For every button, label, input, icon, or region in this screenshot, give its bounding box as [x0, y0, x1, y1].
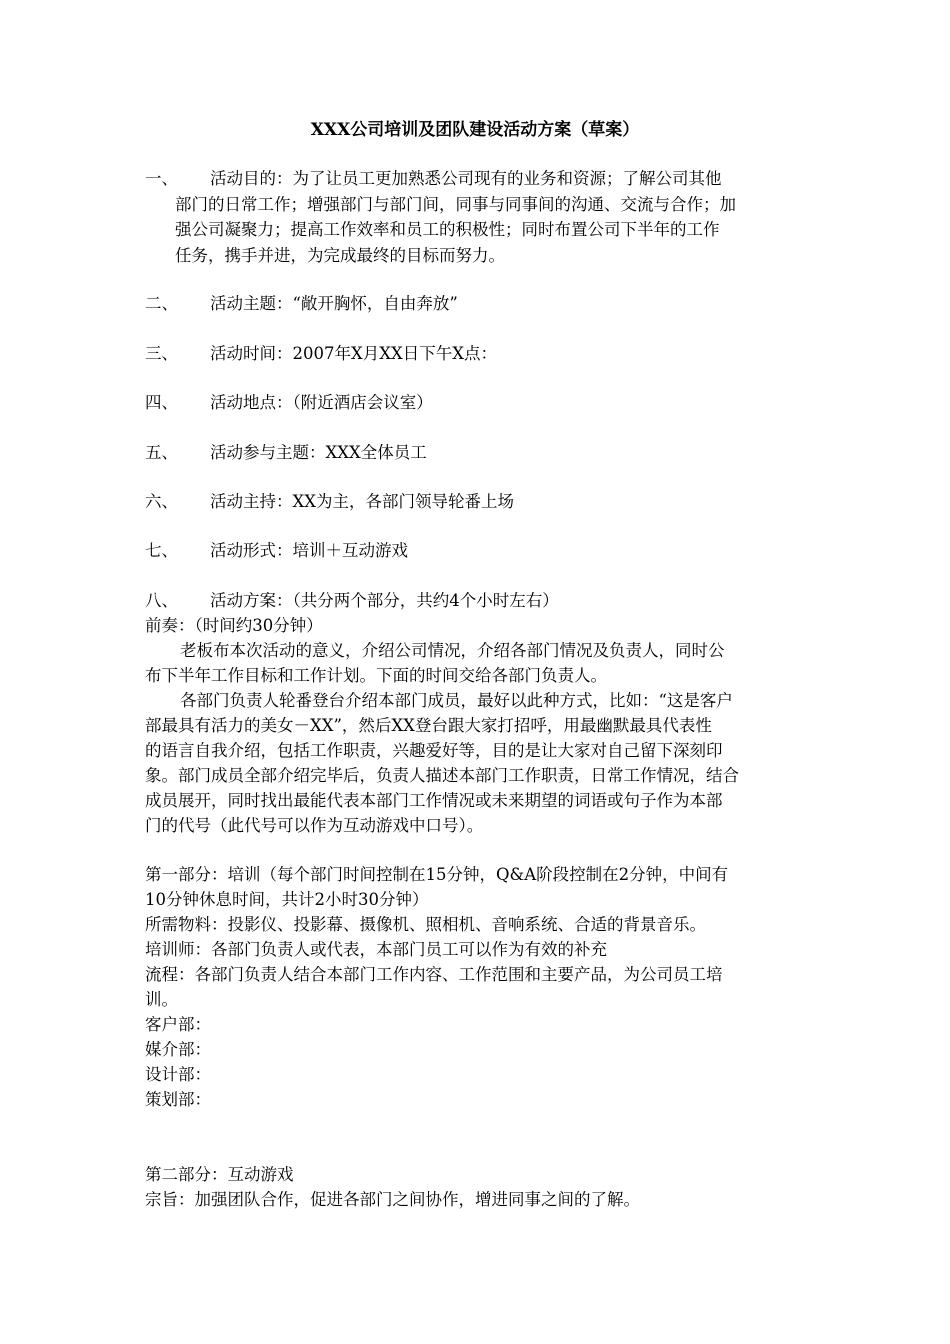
section-number: 八、 — [145, 591, 178, 610]
part2-purpose: 宗旨：加强团队合作，促进各部门之间协作，增进同事之间的了解。 — [145, 1190, 640, 1209]
prelude-paragraph-line: 成员展开，同时找出最能代表本部门工作情况或未来期望的词语或句子作为本部 — [145, 791, 723, 810]
part1-heading: 10分钟休息时间，共计2小时30分钟） — [145, 890, 429, 909]
section-text: 活动方案：（共分两个部分，共约4个小时左右） — [210, 591, 559, 610]
section-number: 四、 — [145, 393, 178, 412]
department-item: 媒介部： — [145, 1040, 211, 1059]
section-text: 活动参与主题：XXX全体员工 — [210, 443, 427, 462]
section-3 — [145, 341, 810, 367]
prelude-heading: 前奏：（时间约30分钟） — [145, 616, 323, 635]
section-7 — [145, 538, 810, 564]
section-number: 五、 — [145, 443, 178, 462]
part1-heading: 第一部分：培训（每个部门时间控制在15分钟，Q&A阶段控制在2分钟，中间有 — [145, 865, 729, 884]
section-2 — [145, 291, 810, 317]
part1-trainer: 培训师：各部门负责人或代表，本部门员工可以作为有效的补充 — [145, 940, 607, 959]
section-text: 活动主题：“敞开胸怀，自由奔放” — [210, 294, 458, 313]
section-6 — [145, 489, 810, 515]
prelude-paragraph-line: 老板布本次活动的意义，介绍公司情况，介绍各部门情况及负责人，同时公 — [180, 641, 725, 660]
prelude-paragraph-line: 门的代号（此代号可以作为互动游戏中口号）。 — [145, 816, 484, 835]
section-number: 三、 — [145, 344, 178, 363]
section-text: 活动主持：XX为主，各部门领导轮番上场 — [210, 492, 514, 511]
department-item: 设计部： — [145, 1065, 211, 1084]
part1-materials: 所需物料：投影仪、投影幕、摄像机、照相机、音响系统、合适的背景音乐。 — [145, 915, 706, 934]
prelude-paragraph-line: 布下半年工作目标和工作计划。下面的时间交给各部门负责人。 — [145, 666, 607, 685]
prelude-paragraph-line: 部最具有活力的美女－XX”，然后XX登台跟大家打招呼，用最幽默最具代表性 — [145, 716, 712, 735]
section-8 — [145, 588, 810, 614]
section-text-line: 强公司凝聚力；提高工作效率和员工的积极性；同时布置公司下半年的工作 — [175, 220, 720, 239]
part1-process: 流程：各部门负责人结合本部门工作内容、工作范围和主要产品，为公司员工培 — [145, 965, 723, 984]
section-5 — [145, 440, 810, 466]
section-text-line: 部门的日常工作；增强部门与部门间，同事与同事间的沟通、交流与合作；加 — [175, 194, 736, 214]
section-number: 一、 — [145, 169, 178, 188]
department-item: 策划部： — [145, 1090, 211, 1109]
prelude-paragraph-line: 象。部门成员全部介绍完毕后，负责人描述本部门工作职责，日常工作情况，结合 — [145, 766, 739, 785]
section-number: 二、 — [145, 294, 178, 313]
section-number: 六、 — [145, 492, 178, 511]
section-text: 活动时间：2007年X月XX日下午X点： — [210, 344, 497, 363]
section-text-line: 任务，携手并进，为完成最终的目标而努力。 — [175, 245, 505, 265]
part1-process: 训。 — [145, 990, 178, 1009]
prelude-paragraph-line: 的语言自我介绍，包括工作职责，兴趣爱好等，目的是让大家对自己留下深刻印 — [145, 741, 723, 760]
section-1 — [145, 166, 810, 268]
section-number: 七、 — [145, 541, 178, 560]
section-text-line: 活动目的：为了让员工更加熟悉公司现有的业务和资源；了解公司其他 — [210, 169, 722, 188]
part2-heading: 第二部分：互动游戏 — [145, 1165, 294, 1184]
section-4 — [145, 390, 810, 416]
prelude-paragraph-line: 各部门负责人轮番登台介绍本部门成员，最好以此种方式，比如：“这是客户 — [180, 691, 733, 710]
document-title: XXX公司培训及团队建设活动方案（草案） — [310, 120, 640, 140]
section-text: 活动形式：培训＋互动游戏 — [210, 541, 408, 560]
department-item: 客户部： — [145, 1015, 211, 1034]
section-text: 活动地点：（附近酒店会议室） — [210, 393, 433, 412]
